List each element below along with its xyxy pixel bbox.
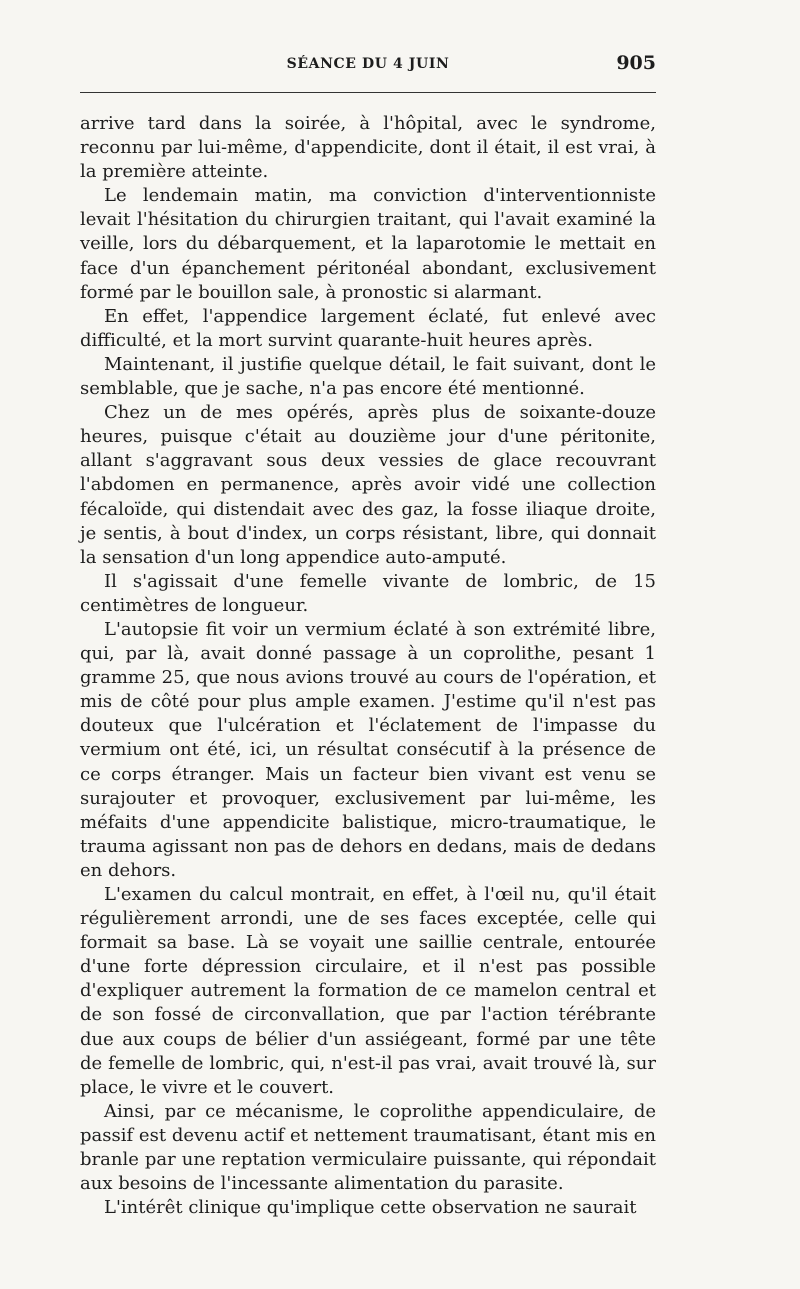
page-number: 905 xyxy=(616,52,656,74)
header-rule xyxy=(80,92,656,93)
paragraph: Le lendemain matin, ma conviction d'interventionniste levait l'hésitation du chirurgien traitant, qui l'avait examiné la veille, lors du débarquement, et la laparotomie le mettait en face d'un épanchement péritonéal abondant, exclusivement formé par le bouillon sale, à pronostic si alarmant. xyxy=(80,185,656,303)
paragraph: Ainsi, par ce mécanisme, le coprolithe appendiculaire, de passif est devenu actif et nettement traumatisant, étant mis en branle par une reptation vermiculaire puissante, qui répondait aux besoins de l'incessante alimentation du parasite. xyxy=(80,1100,656,1195)
paragraph: L'examen du calcul montrait, en effet, à l'œil nu, qu'il était régulièrement arrondi, une de ses faces exceptée, celle qui formait sa base. Là se voyait une saillie centrale, entourée d'une forte dépression circulaire, et il n'est pas possible d'expliquer autrement la formation de ce mamelon central et de son fossé de circonvallation, que par l'action térébrante due aux coups de bélier d'un assiégeant, formé par une tête de femelle de lombric, qui, n'est-il pas vrai, avait trouvé là, sur place, le vivre et le couvert. xyxy=(80,884,656,1098)
paragraph: Chez un de mes opérés, après plus de soixante-douze heures, puisque c'était au douzième jour d'une péritonite, allant s'aggravant sous deux vessies de glace recouvrant l'abdomen en permanence, après avoir vidé une collection fécaloïde, qui distendait avec des gaz, la fosse iliaque droite, je sentis, à bout d'index, un corps résistant, libre, qui donnait la sensation d'un long appendice auto-amputé. xyxy=(80,402,656,568)
paragraph: Il s'agissait d'une femelle vivante de lombric, de 15 centimètres de longueur. xyxy=(80,570,656,616)
paragraph: L'autopsie fit voir un vermium éclaté à son extrémité libre, qui, par là, avait donné passage à un coprolithe, pesant 1 gramme 25, que nous avions trouvé au cours de l'opération, et mis de côté pour plus ample examen. J'estime qu'il n'est pas douteux que l'ulcération et l'éclatement de l'impasse du vermium ont été, ici, un résultat consécutif à la présence de ce corps étranger. Mais un facteur bien vivant est venu se surajouter et provoquer, exclusivement par lui-même, les méfaits d'une appendicite balistique, micro-traumatique, le trauma agissant non pas de dehors en dedans, mais de dedans en dehors. xyxy=(80,618,656,881)
paragraph: L'intérêt clinique qu'implique cette observation ne saurait xyxy=(104,1197,637,1219)
paragraph: Maintenant, il justifie quelque détail, le fait suivant, dont le semblable, que je sache, n'a pas encore été mentionné. xyxy=(80,353,656,400)
running-title: SÉANCE DU 4 JUIN xyxy=(286,56,450,72)
paragraph: arrive tard dans la soirée, à l'hôpital, avec le syndrome, reconnu par lui-même, d'appendicite, dont il était, il est vrai, à la première atteinte. xyxy=(80,113,656,183)
body-text xyxy=(80,112,656,1220)
paragraph: En effet, l'appendice largement éclaté, fut enlevé avec difficulté, et la mort survint quarante-huit heures après. xyxy=(80,305,656,351)
page-header xyxy=(80,52,656,86)
